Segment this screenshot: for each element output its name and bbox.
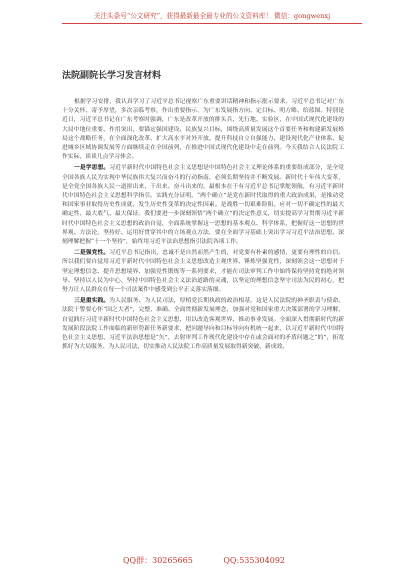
paragraph-text: 根据学习安排，我认真学习了习近平总书记视察广东重要讲话精神和指示批示要求。习近平总书记对广东十分关怀、寄予厚望，多次亲临考察，作出重要指示，为广东发展指方向、定目标、明方略、给蓝图。特别是近日，习近平总书记在广东考察时强调，广东是改革开放的排头兵、先行地、实验区，在中国式现代化建设的大局中地位重要、作用突出，要锚定强国建设、民族复兴目标，围绕高质量发展这个首要任务和构建新发展格局这个战略任务，在全面深化改革、扩大高水平对外开放、提升科技自立自强能力、建设现代化产业体系、促进城乡区域协调发展等方面继续走在全国前列，在推进中国式现代化建设中走在前列。今天我结合人民法院工作实际，谈谈几点学习体会。 bbox=[62, 99, 344, 161]
footer-contact bbox=[0, 555, 408, 566]
qq-contact-number: QQ:535304092 bbox=[223, 556, 285, 565]
paragraph-intro bbox=[62, 98, 344, 162]
paragraph-lead: 一是学思想。 bbox=[74, 165, 110, 172]
header-banner: 关注头条号“公文研究”，获得最新最全最专业的公文资料库！ 微信：gongwenxj bbox=[62, 10, 362, 24]
page-title: 法院副院长学习发言材料 bbox=[62, 71, 162, 81]
paragraph-lead: 二是强党性。 bbox=[74, 250, 110, 257]
paragraph-study-thought bbox=[62, 164, 344, 247]
paragraph-text: 习近平总书记指出，忠诚不是自然而然产生的，对党要有朴素的感情，更要有理性的自信。所以我们要自觉用习近平新时代中国特色社会主义思想改造主观世界、锤炼坚强党性，深刻领会这一思想对于坚定理想信念、提升思想境界、加强党性锻炼等一系列要求，才能在司法审判工作中始终保持坚持党的绝对领导、坚持以人民为中心、坚持中国特色社会主义法治道路的灵魂，以坚定的理想信念坚守司法为民的初心，把努力让人民群众在每一个司法案件中感受到公平正义落实落细。 bbox=[62, 250, 344, 294]
paragraph-lead: 三是重实践。 bbox=[74, 298, 110, 305]
paragraph-party-spirit bbox=[62, 249, 344, 295]
paragraph-text: 为人民服务、为人民司法，厚植党长期执政的政治根基，这是人民法院的神圣职责与使命。法院干警要心怀“国之大者”，完整、准确、全面贯彻新发展理念，加强对党和国家重大决策部署的学习理解，自觉践行习近平新时代中国特色社会主义思想，用以改造客观世界、推动事业发展。全面深入贯彻新时代的新发展阶段法院工作面临的新形势新任务新要求，把问题导向和目标导向有机统一起来，以习近平新时代中国特色社会主义思想、习近平法治思想是“矢”，去射审判工作现代化建设中存在或会面对的矛盾问题之“的”，拓宽抓好为大局服务、为人民司法，切实推动人民法院工作高质量发展取得新突破、新成效。 bbox=[62, 298, 344, 351]
paragraph-practice bbox=[62, 297, 344, 352]
paragraph-text: 习近平新时代中国特色社会主义思想是中国特色社会主义理论体系的重要组成部分，是全党全国各族人民为实现中华民族伟大复兴而奋斗的行动指南，必须长期坚持并不断发展。新时代十年伟大变革，是全党全国各族人民一道拼出来、干出来、奋斗出来的，最根本在于有习近平总书记掌舵领航，有习近平新时代中国特色社会主义思想科学指引。实践充分证明，“两个确立”是党在新时代取得的重大政治成果，是推动党和国家事业取得历史性成就、发生历史性变革的决定性因素。是战胜一切艰难险阻、应对一切不确定性的最大确定性、最大底气、最大保证。我们要进一步深刻领悟“两个确立”的决定性意义，切实提高学习贯彻习近平新时代中国特色社会主义思想的政治自觉，全面系统掌握这一思想的基本观点、科学体系，把握好这一思想的世界观、方法论，坚持好、运用好贯穿其中的立场观点方法，要在全面学习基础上突出学习习近平法治思想，深刻理解把握“十一个坚持”，始终用习近平法治思想指引法院各项工作。 bbox=[62, 165, 344, 246]
qq-group-number: QQ群：30265665 bbox=[122, 556, 193, 565]
document-body bbox=[62, 98, 344, 354]
